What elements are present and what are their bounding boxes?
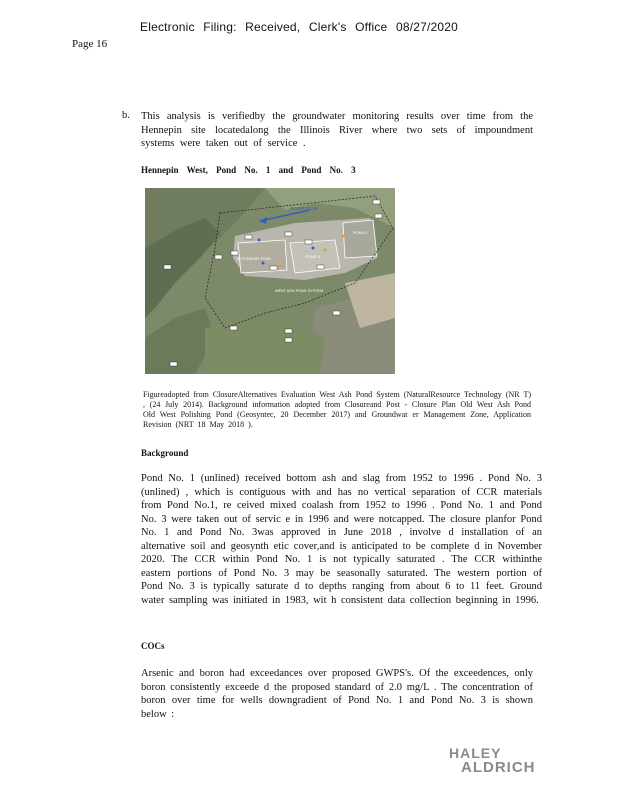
haley-aldrich-logo [449,746,541,776]
system-label: WEST ASH POND SYSTEM [275,289,324,293]
filing-header: Electronic Filing: Received, Clerk's Office 08/27/2020 [140,20,459,34]
cocs-paragraph: Arsenic and boron had exceedances over proposed GWPS's. Of the exceedences, only boron consistently exceede d the proposed standard of 2.0 mg/L . The concentration of boron over time for wells downgradient of Pond No. 1 and Pond No. 3 is shown below : [141,668,533,720]
cocs-heading: COCs [141,641,165,651]
figure-title: Hennepin West, Pond No. 1 and Pond No. 3 [141,165,356,175]
analysis-paragraph: This analysis is verifiedby the groundwater monitoring results over time from the Hennepin site locatedalong the Illinois River where two sets of impoundment systems were taken out of service . [141,111,533,149]
secondary-pond-label: SECONDARY POND [237,257,272,261]
pond3-label: POND 3 [305,254,320,259]
logo-line-1: HALEY [449,745,502,761]
figure-caption: Figureadopted from ClosureAlternatives Evaluation West Ash Pond System (NaturalResource Technology (NR T) , (24 July 2014). Background information adopted from Closureand Post - Closure Plan Old West Ash Pond Old West Polishing Pond (Geosyntec, 20 December 2017) and Groundwat er Management Zone, Application Revision (NRT 18 May 2018 ). [143,390,531,429]
page-number: Page 16 [72,38,108,50]
pond1-label: POND 1 [353,230,368,235]
site-aerial-map [145,188,395,374]
list-marker: b. [122,110,130,121]
logo-line-2: ALDRICH [461,759,536,776]
background-heading: Background [141,448,189,458]
river-flow-label: RIVER FLOW [290,206,319,211]
background-paragraph: Pond No. 1 (unlined) received bottom ash and slag from 1952 to 1996 . Pond No. 3 (unlined) , which is contiguous with and has no vertical separation of CCR materials from Pond No.1, re ceived mixed coalash from 1952 to 1996 . Pond No. 1 and Pond No. 3 were taken out of servic e in 1996 and were notcapped. The closure planfor Pond No. 1 and Pond No. 3was approved in June 2018 , involve d installation of an alternative soil and geosynth etic cover,and is anticipated to be complete d in November 2020. The CCR within Pond No. 1 is not typically saturated . The CCR withinthe eastern portions of Pond No. 3 may be seasonally saturated. The western portion of Pond No. 3 is typically saturate d to depths ranging from about 6 to 11 feet. Ground water sampling was initiated in 1983, wit h consistent data collection beginning in 1996. [141,473,542,606]
